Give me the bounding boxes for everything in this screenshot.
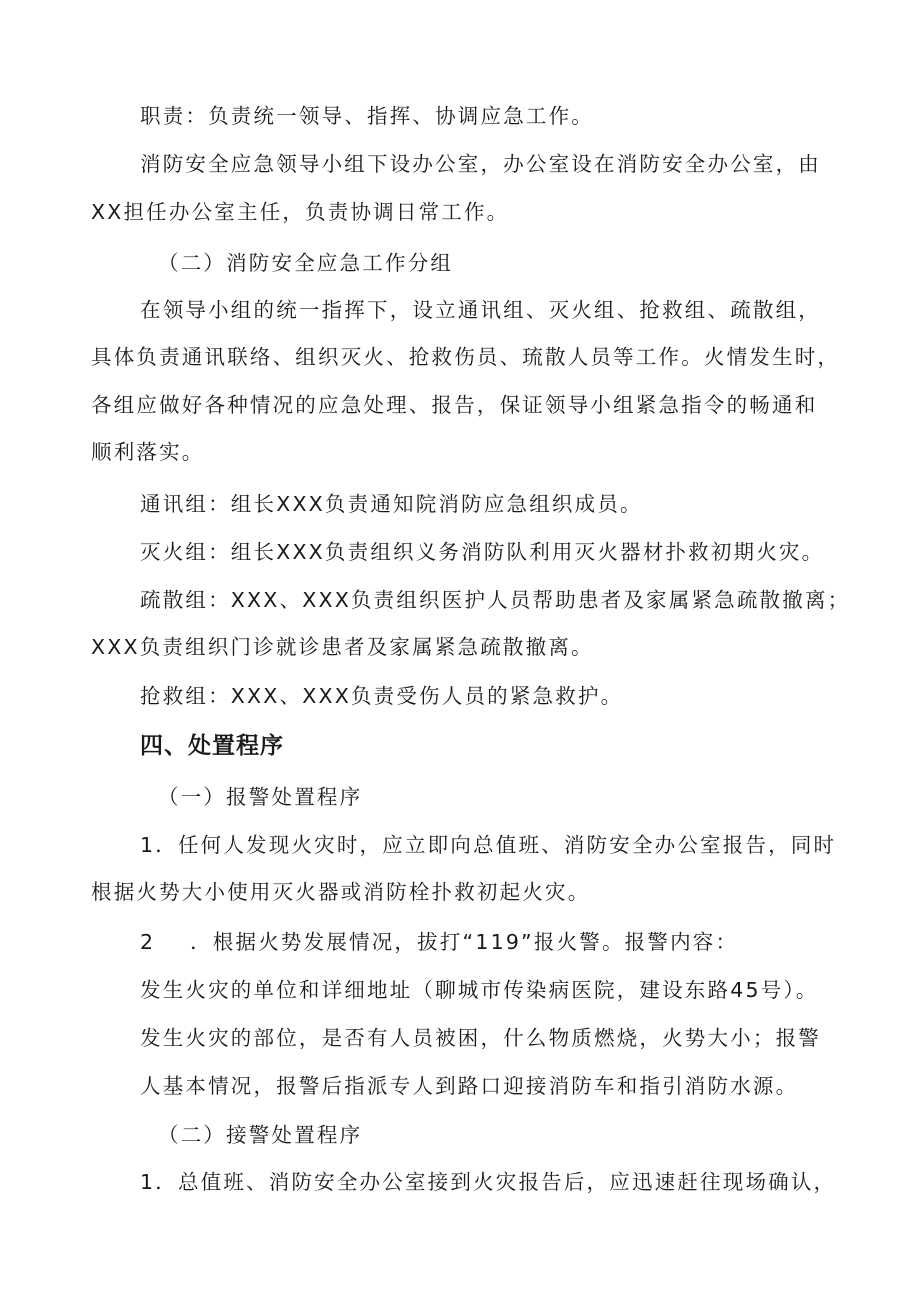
text-line-office-2: XX担任办公室主任，负责协调日常工作。: [91, 200, 510, 224]
text-line-evac-group-2: XXX负责组织门诊就诊患者及家属紧急疏散撤离。: [91, 635, 594, 659]
text-line-groups-2: 具体负责通讯联络、组织灭火、抢救伤员、琉散人员等工作。火情发生时，: [91, 345, 841, 369]
section-heading-procedure: 四、处置程序: [140, 733, 284, 759]
subheading-receive-procedure: （二）接警处置程序: [158, 1123, 363, 1147]
text-line-groups-4: 顺利落实。: [91, 440, 205, 464]
text-line-groups-1: 在领导小组的统一指挥下，设立通讯组、灭火组、抢救组、疏散组，: [140, 298, 821, 322]
subheading-work-groups: （二）消防安全应急工作分组: [158, 251, 454, 275]
text-line-rescue-group: 抢救组：XXX、XXX负责受伤人员的紧急救护。: [140, 684, 624, 708]
text-line-receive-1: 1．总值班、消防安全办公室接到火灾报告后，应迅速赶往现场确认，: [140, 1170, 837, 1194]
text-line-alarm-2: 根据火势大小使用灭火器或消防栓扑救初起火灾。: [91, 880, 591, 904]
text-line-alarm-3: 2 ．根据火势发展情况，拔打“119”报火警。报警内容：: [140, 930, 739, 954]
text-line-duty: 职责：负责统一领导、指挥、协调应急工作。: [140, 104, 594, 128]
text-line-fire-group: 灭火组：组长XXX负责组织义务消防队利用灭火器材扑救初期火灾。: [140, 540, 825, 564]
text-line-groups-3: 各组应做好各种情况的应急处理、报告，保证领导小组紧急指令的畅通和: [91, 393, 818, 417]
text-line-alarm-4: 发生火灾的单位和详细地址（聊城市传染病医院，建设东路45号）。: [140, 978, 819, 1002]
text-line-alarm-6: 人基本情况，报警后指派专人到路口迎接消防车和指引消防水源。: [140, 1074, 799, 1098]
text-line-office-1: 消防安全应急领导小组下设办公室，办公室设在消防安全办公室，由: [140, 152, 821, 176]
text-line-alarm-1: 1．任何人发现火灾时，应立即向总值班、消防安全办公室报告，同时: [140, 833, 837, 857]
text-line-evac-group-1: 疏散组：XXX、XXX负责组织医护人员帮助患者及家属紧急疏散撤离；: [140, 588, 851, 612]
subheading-alarm-procedure: （一）报警处置程序: [158, 785, 363, 809]
text-line-alarm-5: 发生火灾的部位，是否有人员被困，什么物质燃烧，火势大小；报警: [140, 1026, 821, 1050]
text-line-comm-group: 通讯组：组长XXX负责通知院消防应急组织成员。: [140, 492, 643, 516]
